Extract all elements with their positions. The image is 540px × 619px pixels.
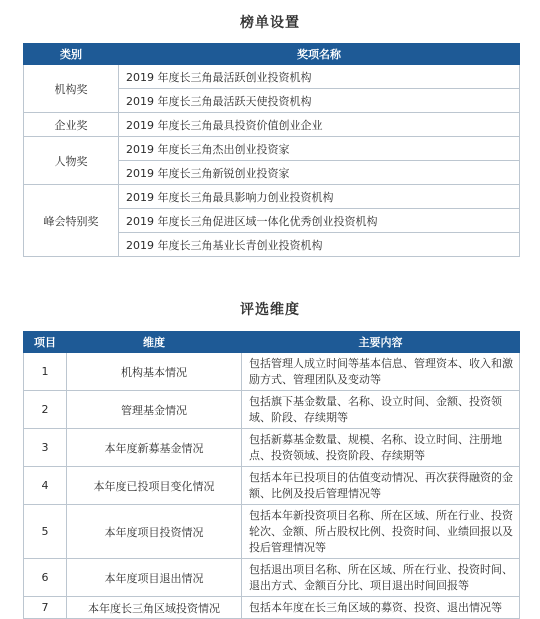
- table-row: [24, 113, 520, 137]
- criteria-table-header: [24, 332, 520, 353]
- content-cell: 包括管理人成立时间等基本信息、管理资本、收入和激励方式、管理团队及变动等: [242, 353, 520, 391]
- table-row: [24, 65, 520, 89]
- award-name-cell: 2019 年度长三角最具投资价值创业企业: [119, 113, 520, 137]
- award-name-cell: 2019 年度长三角最具影响力创业投资机构: [119, 185, 520, 209]
- table-row: [24, 185, 520, 209]
- table-row: [24, 505, 520, 559]
- table-row: [24, 597, 520, 619]
- item-number-cell: 2: [24, 391, 67, 429]
- category-cell: 人物奖: [24, 137, 119, 185]
- award-name-cell: 2019 年度长三角最活跃创业投资机构: [119, 65, 520, 89]
- table-row: [24, 429, 520, 467]
- content-cell: 包括本年度在长三角区域的募资、投资、退出情况等: [242, 597, 520, 619]
- dimension-cell: 本年度已投项目变化情况: [67, 467, 242, 505]
- dimension-cell: 本年度项目投资情况: [67, 505, 242, 559]
- item-number-cell: 3: [24, 429, 67, 467]
- award-name-cell: 2019 年度长三角最活跃天使投资机构: [119, 89, 520, 113]
- award-name-cell: 2019 年度长三角杰出创业投资家: [119, 137, 520, 161]
- content-cell: 包括本年已投项目的估值变动情况、再次获得融资的金额、比例及投后管理情况等: [242, 467, 520, 505]
- dimension-cell: 本年度新募基金情况: [67, 429, 242, 467]
- dimension-cell: 机构基本情况: [67, 353, 242, 391]
- awards-table: [23, 43, 520, 257]
- item-number-cell: 1: [24, 353, 67, 391]
- header-category: 类别: [24, 44, 119, 65]
- table-row: [24, 559, 520, 597]
- header-award-name: 奖项名称: [119, 44, 520, 65]
- awards-section-title: 榜单设置: [240, 15, 300, 31]
- category-cell: 机构奖: [24, 65, 119, 113]
- header-dimension: 维度: [67, 332, 242, 353]
- item-number-cell: 5: [24, 505, 67, 559]
- table-row: [24, 137, 520, 161]
- table-row: [24, 391, 520, 429]
- item-number-cell: 6: [24, 559, 67, 597]
- award-name-cell: 2019 年度长三角促进区域一体化优秀创业投资机构: [119, 209, 520, 233]
- dimension-cell: 管理基金情况: [67, 391, 242, 429]
- content-cell: 包括新募基金数量、规模、名称、设立时间、注册地点、投资领域、投资阶段、存续期等: [242, 429, 520, 467]
- header-item: 项目: [24, 332, 67, 353]
- table-row: [24, 467, 520, 505]
- category-cell: 峰会特别奖: [24, 185, 119, 257]
- content-cell: 包括本年新投资项目名称、所在区域、所在行业、投资轮次、金额、所占股权比例、投资时间、业绩回报以及投后管理情况等: [242, 505, 520, 559]
- award-name-cell: 2019 年度长三角基业长青创业投资机构: [119, 233, 520, 257]
- category-cell: 企业奖: [24, 113, 119, 137]
- content-cell: 包括退出项目名称、所在区域、所在行业、投资时间、退出方式、金额百分比、项目退出时间回报等: [242, 559, 520, 597]
- award-name-cell: 2019 年度长三角新锐创业投资家: [119, 161, 520, 185]
- criteria-table: [23, 331, 520, 619]
- awards-table-header: [24, 44, 520, 65]
- dimension-cell: 本年度项目退出情况: [67, 559, 242, 597]
- content-cell: 包括旗下基金数量、名称、设立时间、金额、投资领域、阶段、存续期等: [242, 391, 520, 429]
- table-row: [24, 353, 520, 391]
- header-main-content: 主要内容: [242, 332, 520, 353]
- item-number-cell: 4: [24, 467, 67, 505]
- item-number-cell: 7: [24, 597, 67, 619]
- criteria-section-title: 评选维度: [240, 302, 300, 318]
- dimension-cell: 本年度长三角区域投资情况: [67, 597, 242, 619]
